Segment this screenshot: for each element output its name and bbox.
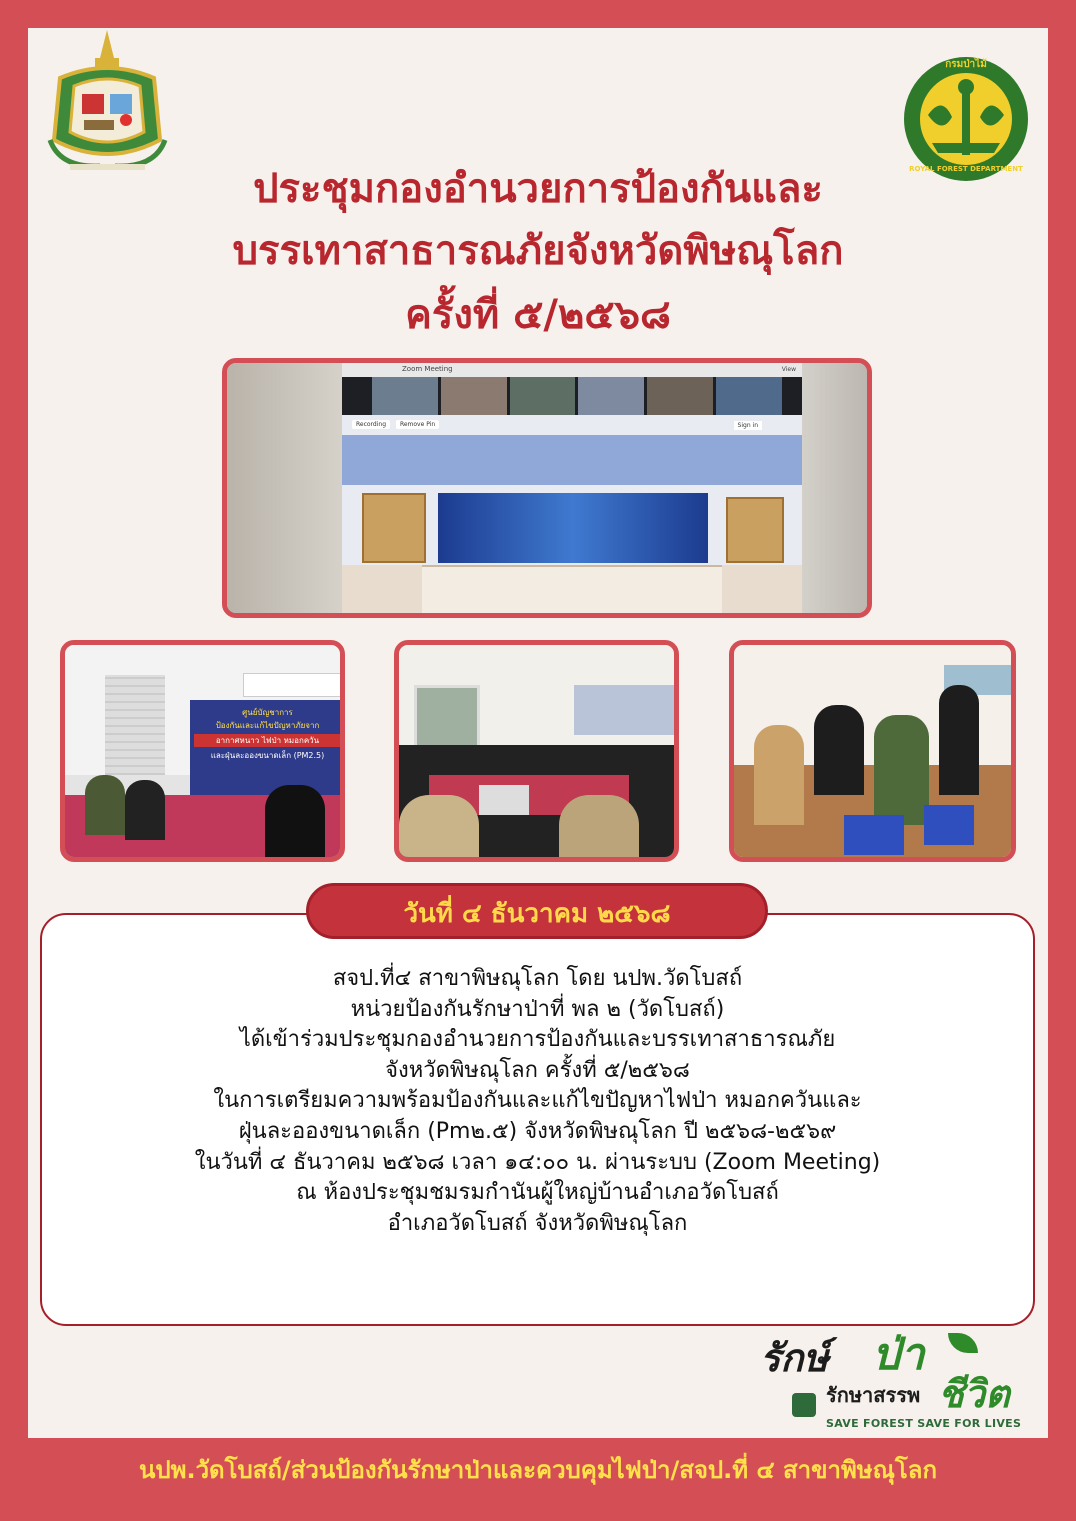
zoom-remove-pin-label: Remove Pin — [396, 420, 439, 429]
brand-word-1: รักษ์ — [760, 1336, 829, 1380]
banner-line-3: อากาศหนาว ไฟป่า หมอกควัน — [194, 734, 341, 747]
brand-word-3: รักษาสรรพ — [826, 1383, 921, 1407]
zoom-recording-label: Recording — [352, 420, 390, 429]
zoom-sign-in: Sign in — [734, 421, 762, 430]
banner-line-1: ศูนย์บัญชาการ — [242, 708, 293, 717]
save-forest-logo — [760, 1315, 1030, 1440]
meeting-photo-1 — [60, 640, 345, 862]
leaf-icon — [948, 1333, 978, 1353]
zoom-app-title: Zoom Meeting — [402, 365, 453, 373]
zoom-meeting-photo — [222, 358, 872, 618]
title-line-1: ประชุมกองอำนวยการป้องกันและ — [253, 166, 823, 212]
province-emblem-icon — [40, 28, 175, 178]
brand-word-2: ป่า — [872, 1329, 925, 1380]
seal-bottom-text: ROYAL FOREST DEPARTMENT — [909, 165, 1023, 173]
meeting-photo-2 — [394, 640, 679, 862]
body-line-4: จังหวัดพิษณุโลก ครั้งที่ ๕/๒๕๖๘ — [385, 1057, 690, 1083]
banner-line-4: และฝุ่นละอองขนาดเล็ก (PM2.5) — [210, 751, 325, 760]
zoom-view-label: View — [781, 366, 796, 373]
lock-icon — [792, 1393, 816, 1417]
footer-credit: นปพ.วัดโบสถ์/ส่วนป้องกันรักษาป่าและควบคุมไฟป่า/สจป.ที่ ๔ สาขาพิษณุโลก — [138, 1456, 938, 1484]
banner-line-2: ป้องกันและแก้ไขปัญหาภัยจาก — [215, 721, 320, 730]
seal-top-text: กรมป่าไม้ — [945, 59, 987, 70]
body-line-5: ในการเตรียมความพร้อมป้องกันและแก้ไขปัญหาไฟป่า หมอกควันและ — [213, 1088, 862, 1114]
body-line-3: ได้เข้าร่วมประชุมกองอำนวยการป้องกันและบรรเทาสาธารณภัย — [239, 1027, 836, 1053]
brand-tagline: SAVE FOREST SAVE FOR LIVES — [826, 1417, 1022, 1430]
zoom-title-bar — [342, 363, 802, 377]
participant-strip — [372, 377, 782, 415]
body-line-9: อำเภอวัดโบสถ์ จังหวัดพิษณุโลก — [387, 1210, 688, 1236]
meeting-photo-3 — [729, 640, 1016, 862]
brand-word-4: ชีวิต — [938, 1372, 1010, 1416]
body-line-1: สจป.ที่๔ สาขาพิษณุโลก โดย นปพ.วัดโบสถ์ — [332, 966, 743, 991]
banner-in-photo — [190, 700, 345, 800]
title-line-2: บรรเทาสาธารณภัยจังหวัดพิษณุโลก — [232, 228, 844, 274]
title-line-3: ครั้งที่ ๕/๒๕๖๘ — [405, 292, 671, 338]
body-line-2: หน่วยป้องกันรักษาป่าที่ พล ๒ (วัดโบสถ์) — [350, 996, 725, 1022]
body-line-8: ณ ห้องประชุมชมรมกำนันผู้ใหญ่บ้านอำเภอวัดโบสถ์ — [296, 1180, 779, 1206]
date-label: วันที่ ๔ ธันวาคม ๒๕๖๘ — [306, 883, 768, 939]
body-line-7: ในวันที่ ๔ ธันวาคม ๒๕๖๘ เวลา ๑๔:๐๐ น. ผ่านระบบ (Zoom Meeting) — [194, 1149, 881, 1175]
description-text — [40, 964, 1035, 1239]
body-line-6: ฝุ่นละอองขนาดเล็ก (Pm๒.๕) จังหวัดพิษณุโลก ปี ๒๕๖๘-๒๕๖๙ — [238, 1118, 837, 1144]
